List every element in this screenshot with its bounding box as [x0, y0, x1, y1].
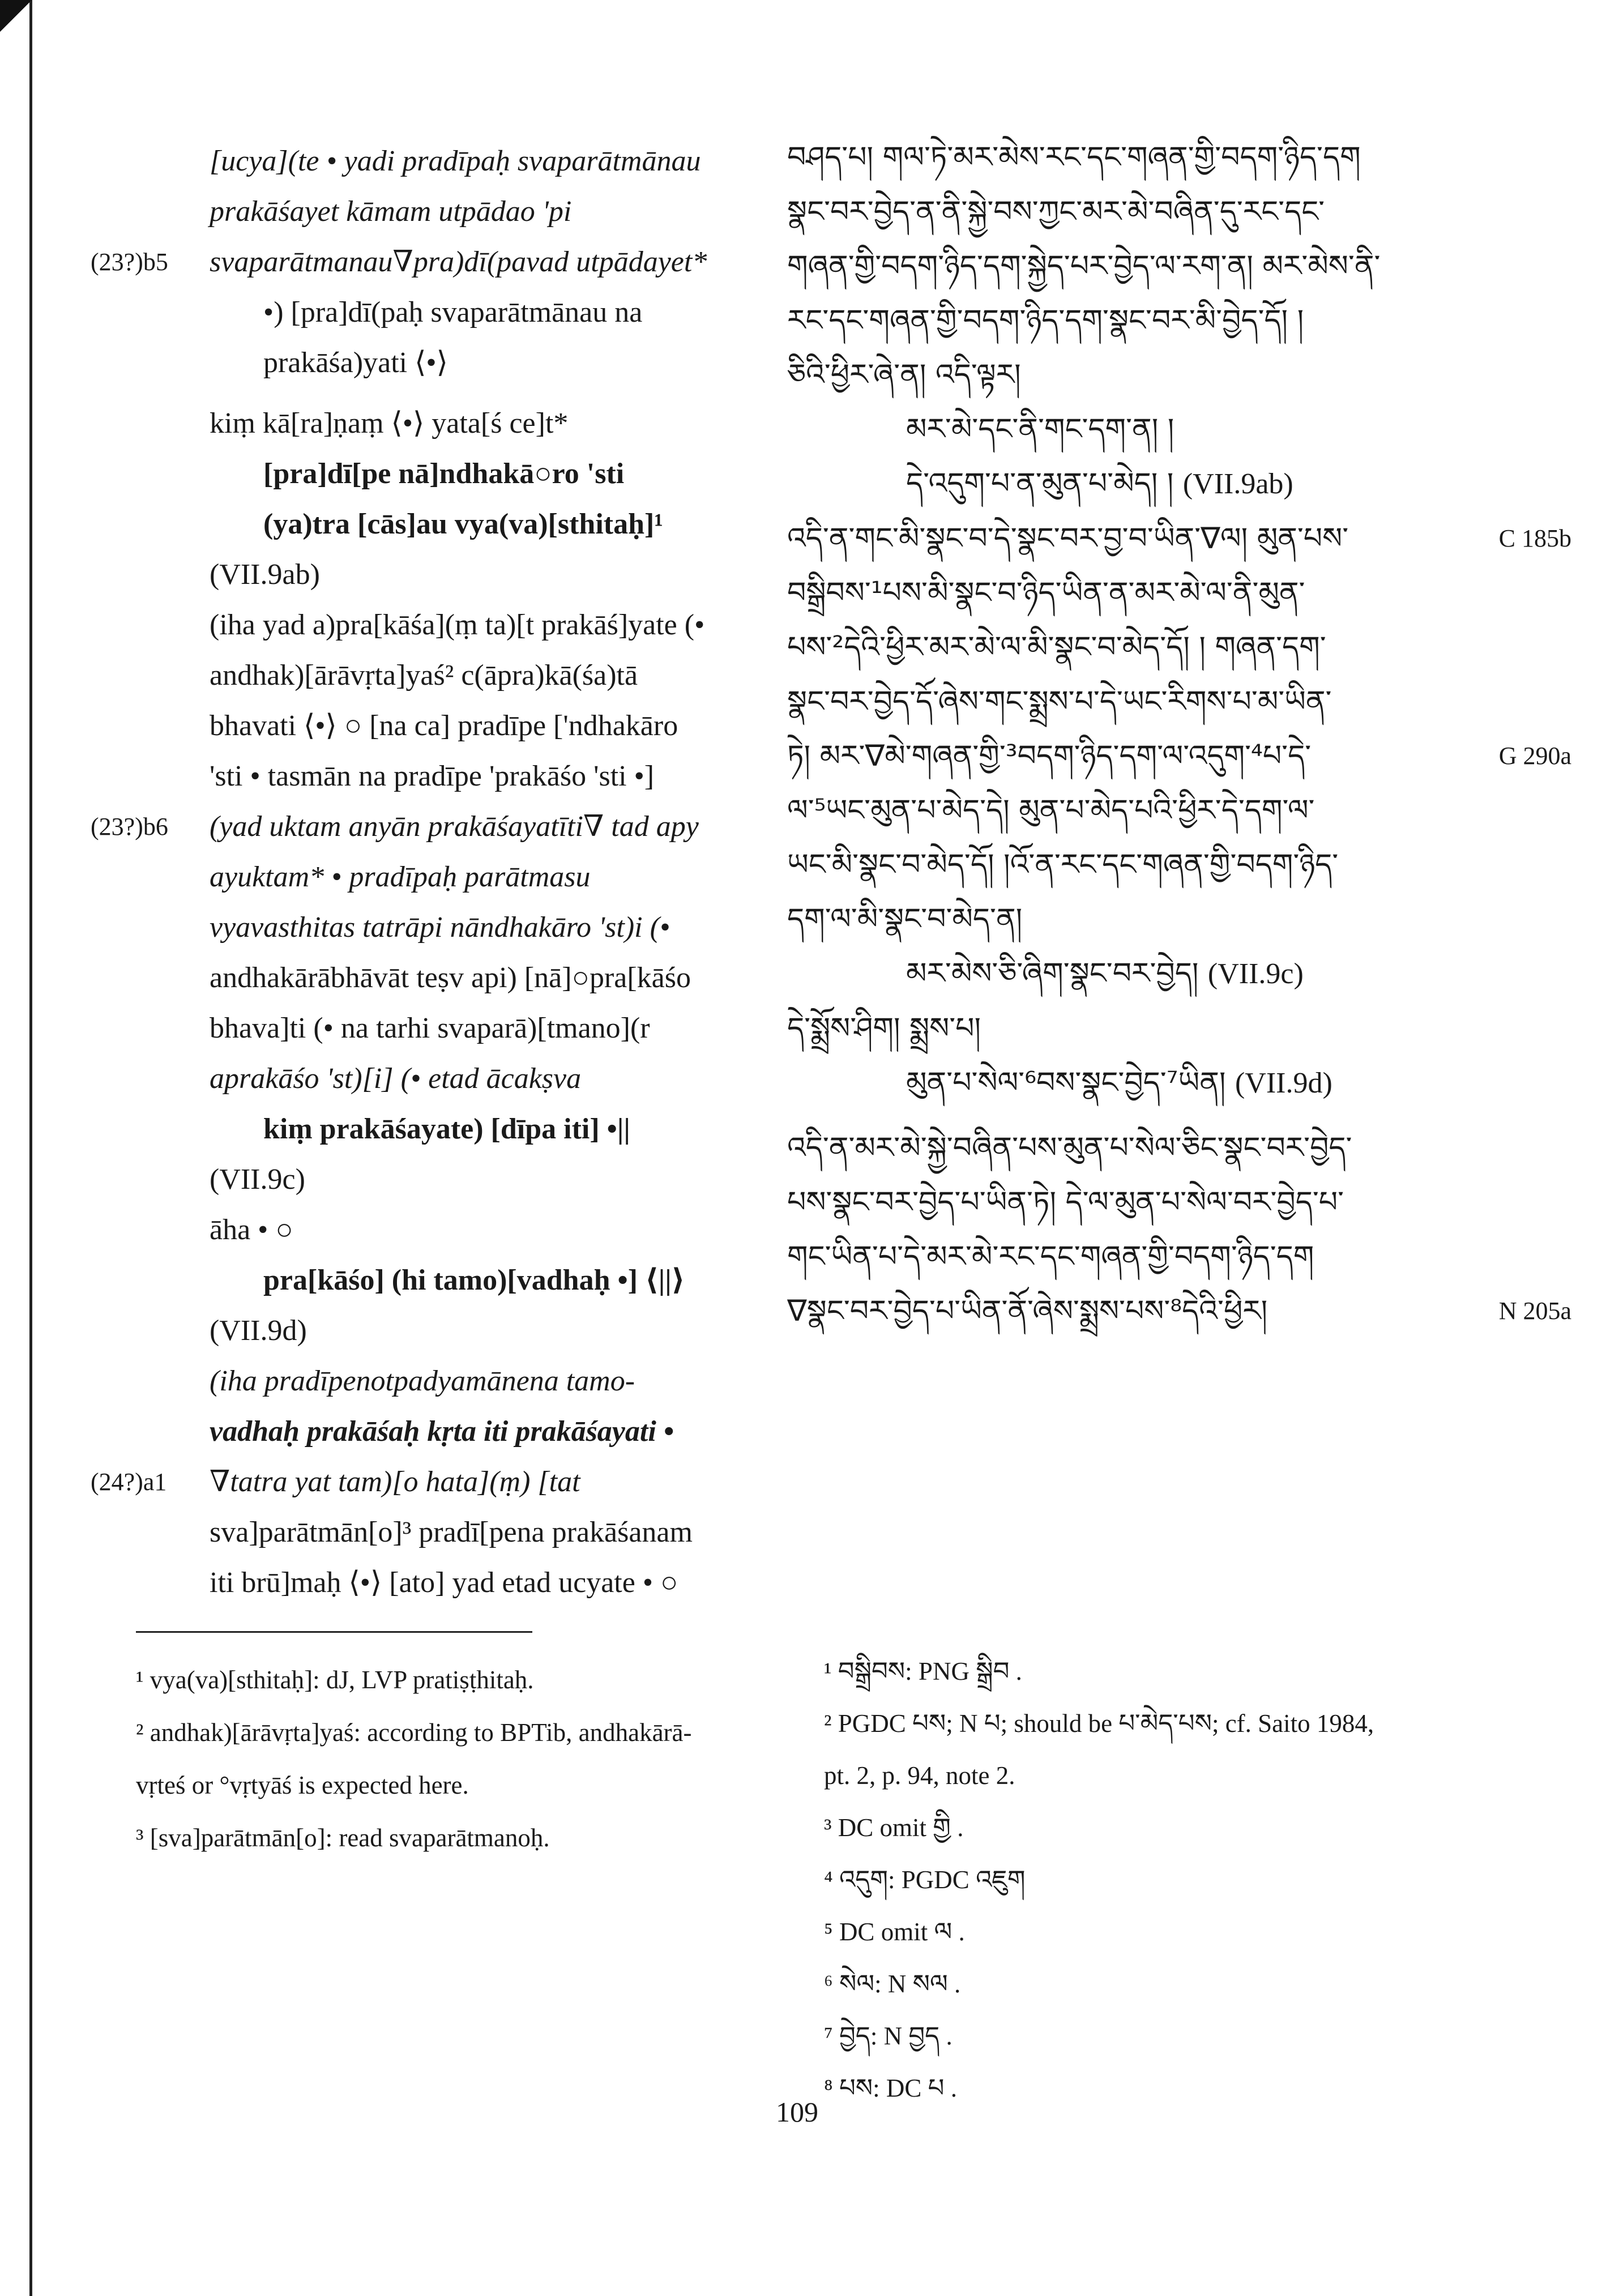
margin-sigla: C 185b: [1498, 524, 1571, 552]
skt-line: vadhaḥ prakāśaḥ kṛta iti prakāśayati •: [210, 1415, 674, 1448]
skt-line: (iha pradīpenotpadyamānena tamo-: [210, 1365, 635, 1397]
verse-ref: (VII.9d): [210, 1315, 307, 1347]
footnote: ⁷ བྱེད: N བྱད .: [824, 2022, 953, 2050]
skt-line: andhak)[ārāvṛta]yaś² c(āpra)kā(śa)tā: [210, 659, 638, 692]
corner-mark: [0, 0, 40, 40]
skt-line: sva]parātmān[o]³ pradī[pena prakāśanam: [210, 1516, 693, 1548]
skt-line: 'sti • tasmān na pradīpe 'prakāśo 'sti •]: [210, 760, 655, 792]
footnote: pt. 2, p. 94, note 2.: [824, 1761, 1015, 1790]
tib-line: ཡང་མི་སྣང་བ་མེད་དོ། །འོ་ན་རང་དང་གཞན་གྱི་བདག་ཉིད་: [787, 848, 1339, 882]
skt-line: bhavati ⟨•⟩ ○ [na ca] pradīpe ['ndhakāro: [210, 710, 678, 742]
skt-line: [ucya](te • yadi pradīpaḥ svaparātmānau: [210, 145, 701, 177]
folio-number: (24?)a1: [91, 1468, 167, 1496]
footnotes-left: [136, 1654, 759, 1864]
margin-sigla: G 290a: [1498, 742, 1571, 770]
tib-line: ལ་⁵ཡང་མུན་པ་མེད་དེ། མུན་པ་མེད་པའི་ཕྱིར་དེ་དག་ལ་: [787, 793, 1315, 827]
footnote: vṛteś or °vṛtyāś is expected here.: [136, 1771, 469, 1799]
folio-number: (23?)b6: [91, 813, 168, 840]
skt-line: prakāśa)yati ⟨•⟩: [263, 347, 448, 379]
tib-line: རང་དང་གཞན་གྱི་བདག་ཉིད་དག་སྣང་བར་མི་བྱེད་དོ། །: [787, 304, 1304, 338]
tib-line: དེ་སྨྲོས་ཤིག། སྨྲས་པ།: [787, 1012, 981, 1045]
footnote: ¹ བསྒྲིབས: PNG སྒྲིབ .: [824, 1657, 1022, 1685]
skt-line: vyavasthitas tatrāpi nāndhakāro 'st)i (•: [210, 911, 670, 944]
tib-line: གཞན་གྱི་བདག་ཉིད་དག་སྐྱེད་པར་བྱེད་ལ་རག་ན། མར་མེས་ནི་: [787, 249, 1381, 283]
footnote: ⁸ པས: DC པ .: [824, 2074, 958, 2102]
skt-line: (iha yad a)pra[kāśa](ṃ ta)[t prakāś]yate (•: [210, 609, 705, 641]
skt-line: •) [pra]dī(paḥ svaparātmānau na: [263, 296, 643, 328]
verse-ref: (VII.9ab): [210, 558, 320, 591]
sanskrit-column: [91, 136, 756, 1608]
margin-sigla: N 205a: [1498, 1297, 1571, 1325]
tib-line: འདི་ན་མར་མེ་སྐྱེ་བཞིན་པས་མུན་པ་སེལ་ཅིང་སྣང་བར་བྱེད་: [787, 1131, 1352, 1165]
tib-verse: དེ་འདུག་པ་ན་མུན་པ་མེད། ། (VII.9ab): [906, 467, 1293, 501]
footnote: ² andhak)[ārāvṛta]yaś: according to BPTib, andhakārā-: [136, 1718, 692, 1747]
tib-line: པས་²དེའི་ཕྱིར་མར་མེ་ལ་མི་སྣང་བ་མེད་དོ། ། གཞན་དག་: [787, 630, 1326, 664]
skt-line: kiṃ kā[ra]ṇaṃ ⟨•⟩ yata[ś ce]t*: [210, 407, 569, 439]
footnote: ⁶ སེལ: N སལ .: [824, 1970, 961, 1998]
footnote: ¹ vya(va)[sthitaḥ]: dJ, LVP pratiṣṭhitaḥ.: [136, 1666, 534, 1694]
skt-line: (23?)b6 (yad uktam anyān prakāśayatīti∇ tad apy: [210, 801, 756, 852]
skt-line: (24?)a1 ∇tatra yat tam)[o hata](ṃ) [tat: [210, 1457, 756, 1507]
tib-line: སྣང་བར་བྱེད་ན་ནི་སྐྱེ་བས་ཀྱང་མར་མེ་བཞིན་དུ་རང་དང་: [787, 195, 1325, 229]
footnote: ³ DC omit གྱི .: [824, 1813, 964, 1842]
skt-line: prakāśayet kāmam utpādao 'pi: [210, 195, 572, 228]
tib-line: འདི་ན་གང་མི་སྣང་བ་དེ་སྣང་བར་བྱ་བ་ཡིན་∇ལ། མུན་པས་ C 185b: [787, 511, 1489, 566]
footnote: ⁵ DC omit ལ .: [824, 1918, 965, 1946]
tib-line: སྣང་བར་བྱེད་དོ་ཞེས་གང་སྨྲས་པ་དེ་ཡང་རིགས་པ་མ་ཡིན་: [787, 685, 1332, 719]
footnote-rule: [136, 1631, 532, 1633]
tib-line: བཤད་པ། གལ་ཏེ་མར་མེས་རང་དང་གཞན་གྱི་བདག་ཉིད་དག: [787, 140, 1361, 174]
tibetan-column: [787, 130, 1571, 1338]
skt-line: āha • ○: [210, 1214, 293, 1246]
tib-line: དག་ལ་མི་སྣང་བ་མེད་ན།: [787, 902, 1023, 936]
skt-line: aprakāśo 'st)[i] (• etad ācakṣva: [210, 1062, 582, 1095]
page-number: 109: [776, 2096, 818, 2128]
skt-line: bhava]ti (• na tarhi svaparā)[tmano](r: [210, 1012, 650, 1044]
skt-line: andhakārābhāvāt teṣv api) [nā]○pra[kāśo: [210, 962, 691, 994]
verse-line: pra[kāśo] (hi tamo)[vadhaḥ •] ⟨||⟩: [263, 1264, 685, 1296]
tib-line: ∇སྣང་བར་བྱེད་པ་ཡིན་ནོ་ཞེས་སྨྲས་པས་⁸དེའི་ཕྱིར། N 205a: [787, 1284, 1489, 1338]
tib-line: གང་ཡིན་པ་དེ་མར་མེ་རང་དང་གཞན་གྱི་བདག་ཉིད་དག: [787, 1240, 1314, 1274]
skt-line: (23?)b5 svaparātmanau∇pra)dī(pavad utpādayet*: [210, 237, 756, 287]
tib-line: ཅིའི་ཕྱིར་ཞེ་ན། འདི་ལྟར།: [787, 358, 1021, 392]
verse-line: [pra]dī[pe nā]ndhakā○ro 'sti: [263, 458, 625, 490]
skt-line: iti brū]maḥ ⟨•⟩ [ato] yad etad ucyate • ○: [210, 1567, 678, 1599]
tib-verse: མུན་པ་སེལ་⁶བས་སྣང་བྱེད་⁷ཡིན། (VII.9d): [906, 1066, 1332, 1100]
folio-number: (23?)b5: [91, 248, 168, 276]
verse-line: kiṃ prakāśayate) [dīpa iti] •||: [263, 1113, 630, 1145]
binding-edge: [0, 0, 32, 2296]
skt-line: ayuktam* • pradīpaḥ parātmasu: [210, 861, 591, 893]
tib-verse: མར་མེས་ཅི་ཞིག་སྣང་བར་བྱེད། (VII.9c): [906, 957, 1304, 991]
verse-line: (ya)tra [cās]au vya(va)[sthitaḥ]¹: [263, 508, 663, 540]
verse-ref: (VII.9c): [210, 1163, 305, 1196]
footnote: ² PGDC པས; N པ; should be པ་མེད་པས; cf. Saito 1984,: [824, 1709, 1374, 1738]
footnote: ³ [sva]parātmān[o]: read svaparātmanoḥ.: [136, 1824, 550, 1852]
tib-verse: མར་མེ་དང་ནི་གང་དག་ན། །: [906, 412, 1174, 446]
footnotes-right: [824, 1645, 1475, 2114]
tib-line: ཏེ། མར་∇མེ་གཞན་གྱི་³བདག་ཉིད་དག་ལ་འདུག་⁴པ་དེ་ G 290a: [787, 729, 1489, 783]
tib-line: བསྒྲིབས་¹པས་མི་སྣང་བ་ཉིད་ཡིན་ན་མར་མེ་ལ་ནི་མུན་: [787, 576, 1305, 610]
footnote: ⁴ འདུག: PGDC འཇུག: [824, 1866, 1026, 1894]
tib-line: པས་སྣང་བར་བྱེད་པ་ཡིན་ཏེ། དེ་ལ་མུན་པ་སེལ་བར་བྱེད་པ་: [787, 1185, 1344, 1219]
